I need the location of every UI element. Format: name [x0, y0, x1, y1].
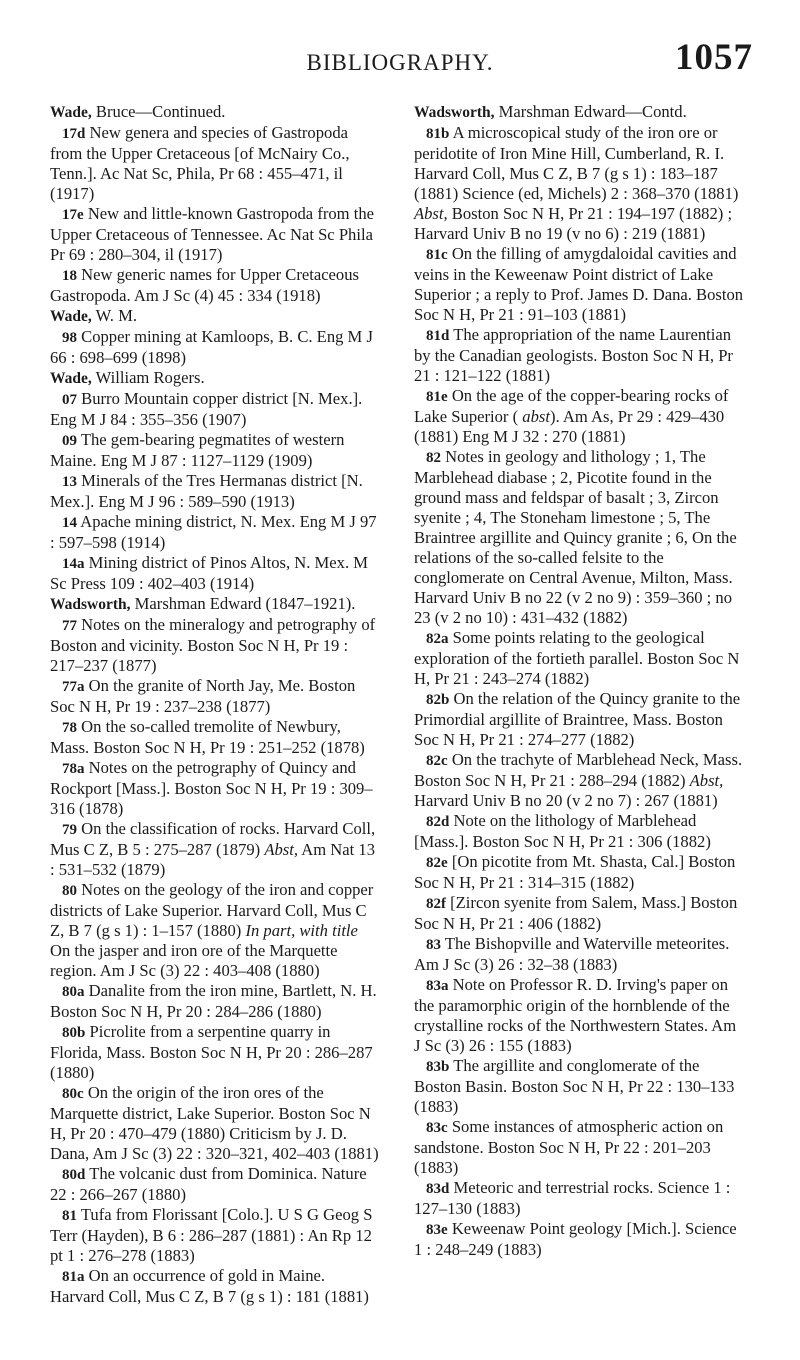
entry-id: 77a: [62, 679, 85, 695]
author-heading: [414, 102, 746, 123]
bibliography-entry: [414, 934, 746, 975]
author-heading: [50, 306, 382, 327]
author-heading: [50, 594, 382, 615]
bibliography-entry: [50, 819, 382, 880]
bibliography-entry: [414, 386, 746, 447]
right-column: [414, 102, 746, 1260]
entry-id: 17d: [62, 126, 86, 142]
entry-text: The appropriation of the name Laurentian by the Canadian geologists. Boston Soc N H, Pr 21 : 121–122 (1881): [414, 325, 733, 385]
bibliography-entry: [50, 1266, 382, 1307]
entry-text: New and little-known Gastropoda from the Upper Cretaceous of Tennessee. Ac Nat Sc Phila Pr 69 : 280–304, il (1917): [50, 204, 374, 264]
entry-id: 82: [426, 450, 441, 466]
entry-text: Meteoric and terrestrial rocks. Science 1 : 127–130 (1883): [414, 1178, 731, 1218]
author-details: W. M.: [91, 306, 137, 325]
entry-id: 82e: [426, 855, 448, 871]
bibliography-entry: [414, 123, 746, 244]
entry-note-italic: In part, with title: [245, 921, 358, 940]
entry-id: 83d: [426, 1181, 450, 1197]
bibliography-entry: [50, 1164, 382, 1205]
entry-id: 83a: [426, 978, 449, 994]
entry-text: [Zircon syenite from Salem, Mass.] Boston Soc N H, Pr 21 : 406 (1882): [414, 893, 738, 933]
entry-text: Note on the lithology of Marblehead [Mass.]. Boston Soc N H, Pr 21 : 306 (1882): [414, 811, 711, 851]
author-name: Wadsworth,: [50, 596, 131, 613]
entry-text: On the filling of amygdaloidal cavities and veins in the Keweenaw Point district of Lake Superior ; a reply to Prof. James D. Dana. Boston Soc N H, Pr 21 : 91–103 (1881): [414, 244, 744, 324]
entry-text: On the relation of the Quincy granite to the Primordial argillite of Braintree, Mass. Boston Soc N H, Pr 21 : 274–277 (1882): [414, 689, 741, 749]
bibliography-entry: [50, 1022, 382, 1083]
entry-id: 81: [62, 1208, 77, 1224]
entry-note-italic: Abst,: [264, 840, 299, 859]
author-name: Wade,: [50, 308, 92, 325]
entry-note-italic: abst: [522, 407, 550, 426]
entry-note: ). Am As, Pr 29 : 429–430 (1881) Eng M J 32 : 270 (1881): [414, 407, 725, 446]
entry-id: 13: [62, 474, 77, 490]
entry-text: Picrolite from a serpentine quarry in Florida, Mass. Boston Soc N H, Pr 20 : 286–287 (1880): [50, 1022, 373, 1082]
entry-text: Minerals of the Tres Hermanas district [N. Mex.]. Eng M J 96 : 589–590 (1913): [50, 471, 363, 511]
entry-id: 14: [62, 515, 77, 531]
entry-id: 81b: [426, 126, 450, 142]
entry-id: 80c: [62, 1086, 84, 1102]
bibliography-entry: [50, 758, 382, 819]
entry-text: On the trachyte of Marblehead Neck, Mass. Boston Soc N H, Pr 21 : 288–294 (1882): [414, 750, 743, 790]
entry-id: 17e: [62, 207, 84, 223]
entry-id: 18: [62, 268, 77, 284]
entry-text: New genera and species of Gastropoda from the Upper Cretaceous [of McNairy Co., Tenn.]. Ac Nat Sc, Phila, Pr 68 : 455–471, il (1917): [50, 123, 350, 203]
entry-text: New generic names for Upper Cretaceous Gastropoda. Am J Sc (4) 45 : 334 (1918): [50, 265, 359, 305]
entry-id: 83b: [426, 1059, 450, 1075]
entry-text: On the so-called tremolite of Newbury, Mass. Boston Soc N H, Pr 19 : 251–252 (1878): [50, 717, 365, 757]
entry-id: 78a: [62, 761, 85, 777]
entry-note-italic: Abst,: [414, 204, 448, 223]
bibliography-entry: [50, 430, 382, 471]
entry-text: Danalite from the iron mine, Bartlett, N. H. Boston Soc N H, Pr 20 : 284–286 (1880): [50, 981, 377, 1021]
author-name: Wadsworth,: [414, 104, 495, 121]
entry-text: [On picotite from Mt. Shasta, Cal.] Boston Soc N H, Pr 21 : 314–315 (1882): [414, 852, 736, 892]
entry-id: 80: [62, 883, 77, 899]
entry-text: On the age of the copper-bearing rocks of Lake Superior (: [414, 386, 729, 426]
entry-id: 82a: [426, 631, 449, 647]
bibliography-entry: [50, 471, 382, 512]
entry-id: 09: [62, 433, 77, 449]
author-heading: [50, 102, 382, 123]
entry-id: 82b: [426, 692, 450, 708]
entry-id: 83: [426, 937, 441, 953]
entry-text: Notes on the mineralogy and petrography of Boston and vicinity. Boston Soc N H, Pr 19 : 217–237 (1877): [50, 615, 376, 675]
page-header: [0, 0, 800, 100]
bibliography-entry: [414, 1219, 746, 1260]
author-name: Wade,: [50, 104, 92, 121]
entry-note: On the jasper and iron ore of the Marquette region. Am J Sc (3) 22 : 403–408 (1880): [50, 941, 338, 980]
bibliography-entry: [414, 811, 746, 852]
entry-text: Apache mining district, N. Mex. Eng M J 97 : 597–598 (1914): [50, 512, 377, 552]
entry-id: 98: [62, 330, 77, 346]
entry-text: A microscopical study of the iron ore or peridotite of Iron Mine Hill, Cumberland, R. I. Harvard Coll, Mus C Z, B 7 (g s 1) : 183–187 (1881) Science (ed, Michels) 2 : 368–370 (1881): [414, 123, 739, 203]
bibliography-entry: [50, 1083, 382, 1164]
bibliography-entry: [50, 676, 382, 717]
bibliography-entry: [414, 244, 746, 325]
entry-text: Keweenaw Point geology [Mich.]. Science 1 : 248–249 (1883): [414, 1219, 737, 1259]
entry-id: 82c: [426, 753, 448, 769]
bibliography-entry: [414, 852, 746, 893]
bibliography-entry: [414, 750, 746, 811]
bibliography-entry: [50, 880, 382, 981]
entry-text: On an occurrence of gold in Maine. Harvard Coll, Mus C Z, B 7 (g s 1) : 181 (1881): [50, 1266, 369, 1306]
entry-text: On the origin of the iron ores of the Marquette district, Lake Superior. Boston Soc N H, Pr 20 : 470–479 (1880) Criticism by J. D. Dana, Am J Sc (3) 22 : 320–321, 402–403 (1881): [50, 1083, 379, 1163]
bibliography-entry: [50, 512, 382, 553]
entry-text: The argillite and conglomerate of the Boston Basin. Boston Soc N H, Pr 22 : 130–133 (1883): [414, 1056, 735, 1116]
entry-id: 80b: [62, 1025, 86, 1041]
entry-text: Note on Professor R. D. Irving's paper on the paramorphic origin of the hornblende of the crystalline rocks of the Northwestern States. Am J Sc (3) 26 : 155 (1883): [414, 975, 737, 1055]
bibliography-entry: [50, 1205, 382, 1266]
author-details: William Rogers.: [91, 368, 205, 387]
entry-id: 80d: [62, 1167, 86, 1183]
page-number: 1057: [675, 37, 753, 78]
running-title: BIBLIOGRAPHY.: [306, 50, 494, 75]
bibliography-entry: [414, 1178, 746, 1219]
entry-text: The volcanic dust from Dominica. Nature 22 : 266–267 (1880): [50, 1164, 367, 1204]
entry-note: Am Nat 13 : 531–532 (1879): [50, 840, 375, 879]
entry-id: 83c: [426, 1120, 448, 1136]
bibliography-entry: [414, 975, 746, 1056]
bibliography-entry: [50, 204, 382, 265]
entry-text: Notes in geology and lithology ; 1, The Marblehead diabase ; 2, Picotite found in the ground mass and feldspar of basalt ; 3, Zircon syenite ; 4, The Stoneham limestone ; 5, The Braintree argillite and Quincy granite ; 6, On the relations of the so-called felsite to the conglomerate on Central Avenue, Milton, Mass. Harvard Univ B no 22 (v 2 no 9) : 359–360 ; no 23 (v 2 no 10) : 431–432 (1882): [414, 447, 737, 627]
bibliography-entry: [50, 123, 382, 204]
entry-text: Mining district of Pinos Altos, N. Mex. M Sc Press 109 : 402–403 (1914): [50, 553, 368, 593]
entry-id: 07: [62, 392, 77, 408]
author-details: Marshman Edward—Contd.: [494, 102, 687, 121]
entry-id: 14a: [62, 556, 85, 572]
bibliography-entry: [414, 447, 746, 628]
bibliography-entry: [50, 981, 382, 1022]
entry-id: 77: [62, 618, 77, 634]
entry-id: 81d: [426, 328, 450, 344]
entry-note: Boston Soc N H, Pr 21 : 194–197 (1882) ; Harvard Univ B no 19 (v no 6) : 219 (1881): [414, 204, 733, 243]
author-heading: [50, 368, 382, 389]
left-column: [50, 102, 382, 1307]
entry-text: Burro Mountain copper district [N. Mex.]. Eng M J 84 : 355–356 (1907): [50, 389, 363, 429]
entry-id: 81e: [426, 389, 448, 405]
entry-id: 83e: [426, 1222, 448, 1238]
entry-text: Some points relating to the geological exploration of the fortieth parallel. Boston Soc N H, Pr 21 : 243–274 (1882): [414, 628, 740, 688]
entry-note-italic: Abst,: [689, 771, 724, 790]
bibliography-entry: [414, 325, 746, 386]
entry-id: 81c: [426, 247, 448, 263]
entry-text: On the granite of North Jay, Me. Boston Soc N H, Pr 19 : 237–238 (1877): [50, 676, 356, 716]
bibliography-entry: [414, 628, 746, 689]
bibliography-entry: [50, 265, 382, 306]
entry-text: The Bishopville and Waterville meteorites. Am J Sc (3) 26 : 32–38 (1883): [414, 934, 730, 974]
bibliography-entry: [414, 893, 746, 934]
bibliography-entry: [414, 1117, 746, 1178]
bibliography-entry: [50, 553, 382, 594]
bibliography-entry: [50, 615, 382, 676]
entry-id: 81a: [62, 1269, 85, 1285]
bibliography-entry: [414, 689, 746, 750]
bibliography-entry: [50, 327, 382, 368]
entry-text: The gem-bearing pegmatites of western Maine. Eng M J 87 : 1127–1129 (1909): [50, 430, 345, 470]
entry-text: Copper mining at Kamloops, B. C. Eng M J 66 : 698–699 (1898): [50, 327, 373, 367]
bibliography-entry: [414, 1056, 746, 1117]
entry-text: On the classification of rocks. Harvard Coll, Mus C Z, B 5 : 275–287 (1879): [50, 819, 376, 859]
entry-id: 80a: [62, 984, 85, 1000]
entry-text: Tufa from Florissant [Colo.]. U S G Geog S Terr (Hayden), B 6 : 286–287 (1881) : An Rp 12 pt 1 : 276–278 (1883): [50, 1205, 373, 1265]
author-details: Bruce—Continued.: [91, 102, 226, 121]
author-details: Marshman Edward (1847–1921).: [130, 594, 356, 613]
author-name: Wade,: [50, 370, 92, 387]
entry-text: Notes on the petrography of Quincy and Rockport [Mass.]. Boston Soc N H, Pr 19 : 309–316 (1878): [50, 758, 373, 818]
entry-id: 79: [62, 822, 77, 838]
entry-id: 78: [62, 720, 77, 736]
entry-text: Some instances of atmospheric action on sandstone. Boston Soc N H, Pr 22 : 201–203 (1883): [414, 1117, 724, 1177]
entry-text: Notes on the geology of the iron and copper districts of Lake Superior. Harvard Coll, Mus C Z, B 7 (g s 1) : 1–157 (1880): [50, 880, 374, 940]
bibliography-entry: [50, 717, 382, 758]
entry-id: 82f: [426, 896, 446, 912]
entry-id: 82d: [426, 814, 450, 830]
bibliography-entry: [50, 389, 382, 430]
entry-note: Harvard Univ B no 20 (v 2 no 7) : 267 (1881): [414, 791, 718, 810]
